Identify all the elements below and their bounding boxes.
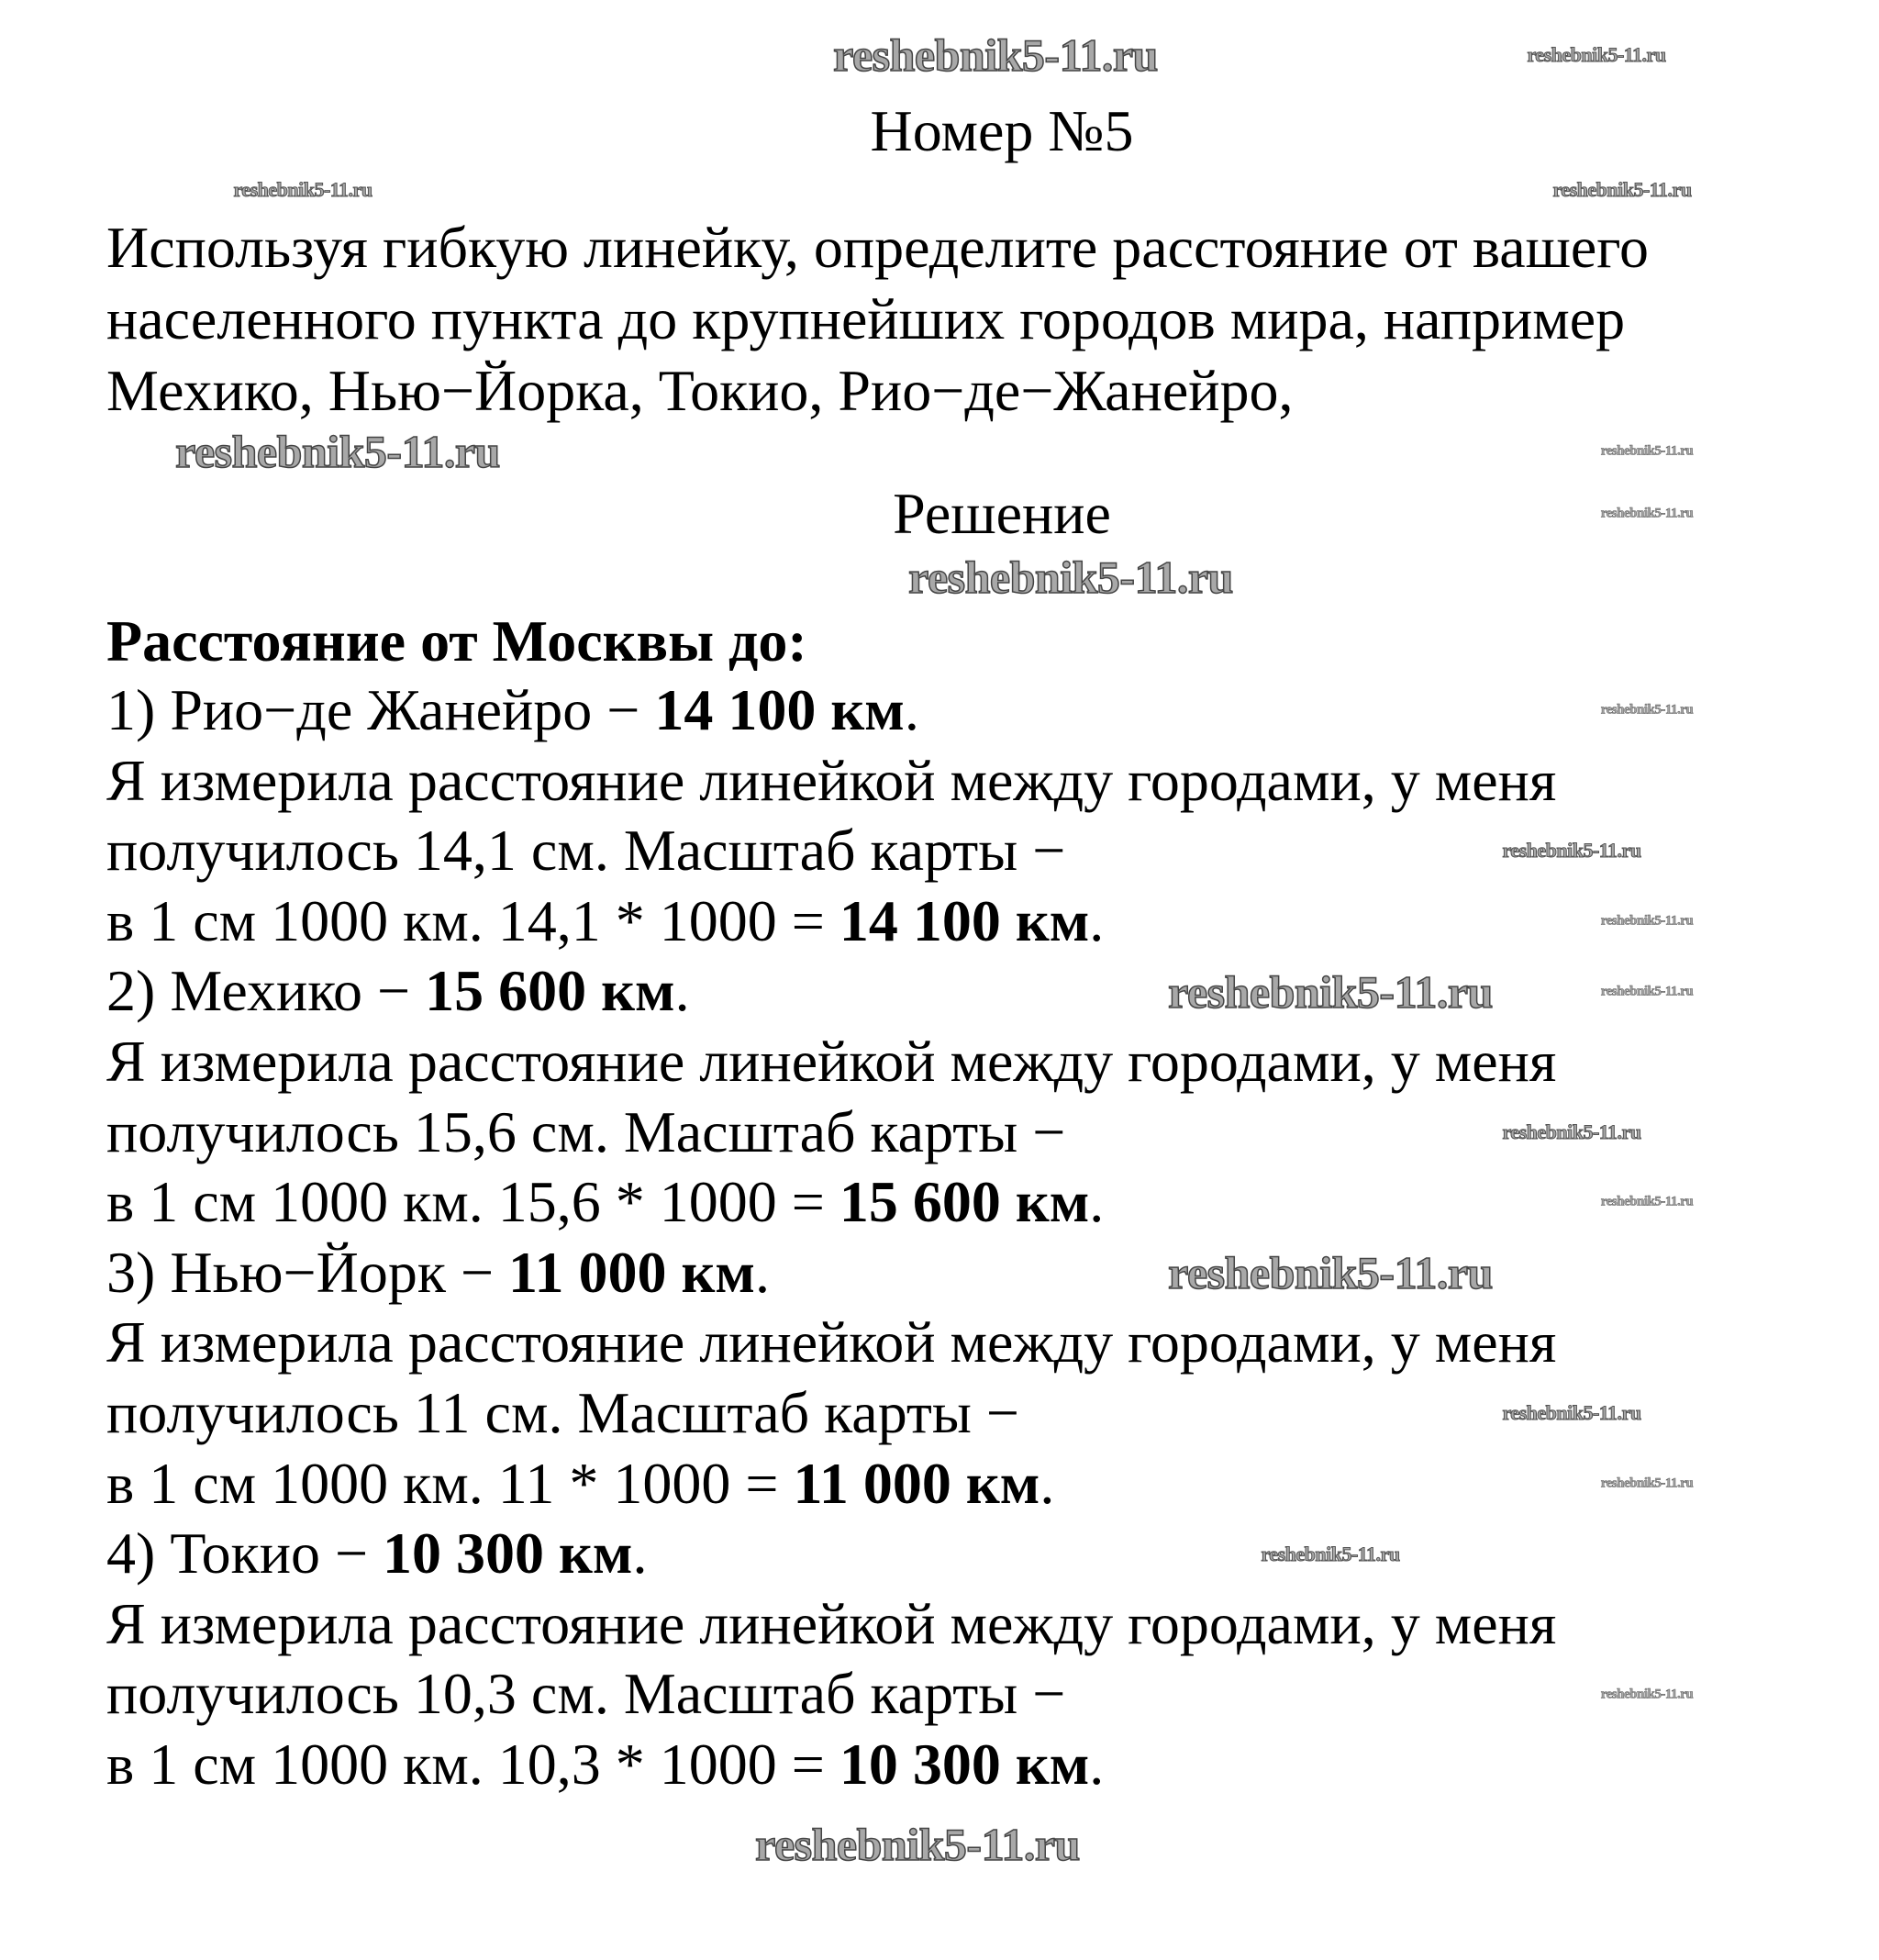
- bold-text: 15 600 км: [839, 1169, 1090, 1235]
- watermark: reshebnik5-11.ru: [1600, 443, 1694, 459]
- text: Мехико, Нью−Йорка, Токио, Рио−де−Жанейро,: [106, 358, 1294, 423]
- solution-line: [106, 1730, 1104, 1799]
- solution-line: [106, 746, 1556, 816]
- solution-line: [106, 1378, 1019, 1448]
- task-line: [106, 213, 1649, 283]
- solution-line: [106, 1097, 1065, 1167]
- bold-text: 10 300 км: [839, 1732, 1090, 1797]
- solution-line: [106, 1238, 770, 1308]
- watermark: reshebnik5-11.ru: [908, 551, 1233, 603]
- solution-line: [106, 886, 1104, 956]
- text: 4) Токио −: [106, 1520, 384, 1587]
- solution-line: [106, 607, 807, 676]
- solution-line: [106, 1308, 1556, 1377]
- text: 2) Мехико −: [106, 958, 426, 1024]
- text: .: [1089, 887, 1105, 953]
- watermark: reshebnik5-11.ru: [1502, 839, 1641, 862]
- solution-line: [106, 1519, 648, 1588]
- text: в 1 см 1000 км. 10,3 * 1000 =: [106, 1732, 839, 1797]
- text: Я измерила расстояние линейкой между городами, у меня: [106, 1029, 1557, 1094]
- bold-text: 11 000 км: [508, 1239, 755, 1305]
- bold-text: 14 100 км: [654, 677, 905, 742]
- text: в 1 см 1000 км. 11 * 1000 =: [106, 1450, 794, 1516]
- page-title: Номер №5: [870, 98, 1134, 163]
- watermark: reshebnik5-11.ru: [833, 29, 1158, 81]
- watermark: reshebnik5-11.ru: [175, 426, 500, 477]
- text: .: [1089, 1169, 1105, 1235]
- watermark: reshebnik5-11.ru: [1600, 702, 1694, 718]
- watermark: reshebnik5-11.ru: [1261, 1542, 1400, 1565]
- text: Я измерила расстояние линейкой между городами, у меня: [106, 1309, 1557, 1375]
- solution-line: [106, 1589, 1556, 1659]
- text: Я измерила расстояние линейкой между городами, у меня: [106, 1590, 1557, 1656]
- bold-text: 14 100 км: [839, 887, 1090, 953]
- solution-line: [106, 956, 690, 1026]
- watermark: reshebnik5-11.ru: [1600, 1476, 1694, 1491]
- text: получилось 15,6 см. Масштаб карты −: [106, 1098, 1066, 1164]
- solution-line: [106, 1449, 1054, 1519]
- text: получилось 10,3 см. Масштаб карты −: [106, 1661, 1066, 1727]
- text: Я измерила расстояние линейкой между городами, у меня: [106, 747, 1557, 813]
- watermark: reshebnik5-11.ru: [1600, 506, 1694, 521]
- text: Используя гибкую линейку, определите расстояние от вашего: [106, 215, 1649, 280]
- text: в 1 см 1000 км. 14,1 * 1000 =: [106, 887, 839, 953]
- task-line: [106, 284, 1625, 354]
- text: .: [754, 1239, 770, 1305]
- solution-line: [106, 1659, 1065, 1729]
- watermark: reshebnik5-11.ru: [1168, 1247, 1493, 1298]
- text: .: [904, 677, 919, 742]
- watermark: reshebnik5-11.ru: [1600, 1687, 1694, 1702]
- watermark: reshebnik5-11.ru: [1600, 1194, 1694, 1209]
- watermark: reshebnik5-11.ru: [1552, 178, 1692, 201]
- task-line: [106, 356, 1293, 426]
- text: в 1 см 1000 км. 15,6 * 1000 =: [106, 1169, 839, 1235]
- text: 1) Рио−де Жанейро −: [106, 677, 655, 742]
- text: .: [674, 958, 690, 1024]
- text: получилось 14,1 см. Масштаб карты −: [106, 818, 1066, 884]
- text: .: [1040, 1450, 1055, 1516]
- watermark: reshebnik5-11.ru: [1502, 1401, 1641, 1424]
- text: .: [1089, 1732, 1105, 1797]
- bold-text: 15 600 км: [425, 958, 675, 1024]
- watermark: reshebnik5-11.ru: [1600, 913, 1694, 929]
- solution-line: [106, 675, 919, 745]
- solution-line: [106, 1167, 1104, 1237]
- bold-text: 11 000 км: [793, 1450, 1040, 1516]
- watermark: reshebnik5-11.ru: [1600, 984, 1694, 999]
- text: .: [632, 1520, 648, 1587]
- text: получилось 11 см. Масштаб карты −: [106, 1380, 1019, 1445]
- watermark: reshebnik5-11.ru: [755, 1819, 1080, 1870]
- text: населенного пункта до крупнейших городов мира, например: [106, 286, 1626, 351]
- text: 3) Нью−Йорк −: [106, 1239, 509, 1305]
- watermark: reshebnik5-11.ru: [1502, 1120, 1641, 1143]
- watermark: reshebnik5-11.ru: [1527, 43, 1666, 66]
- bold-text: 10 300 км: [383, 1520, 633, 1587]
- bold-text: Расстояние от Москвы до:: [106, 608, 807, 674]
- watermark: reshebnik5-11.ru: [233, 178, 372, 201]
- solution-line: [106, 1027, 1556, 1097]
- solution-heading: Решение: [893, 481, 1111, 546]
- watermark: reshebnik5-11.ru: [1168, 966, 1493, 1018]
- solution-line: [106, 816, 1065, 885]
